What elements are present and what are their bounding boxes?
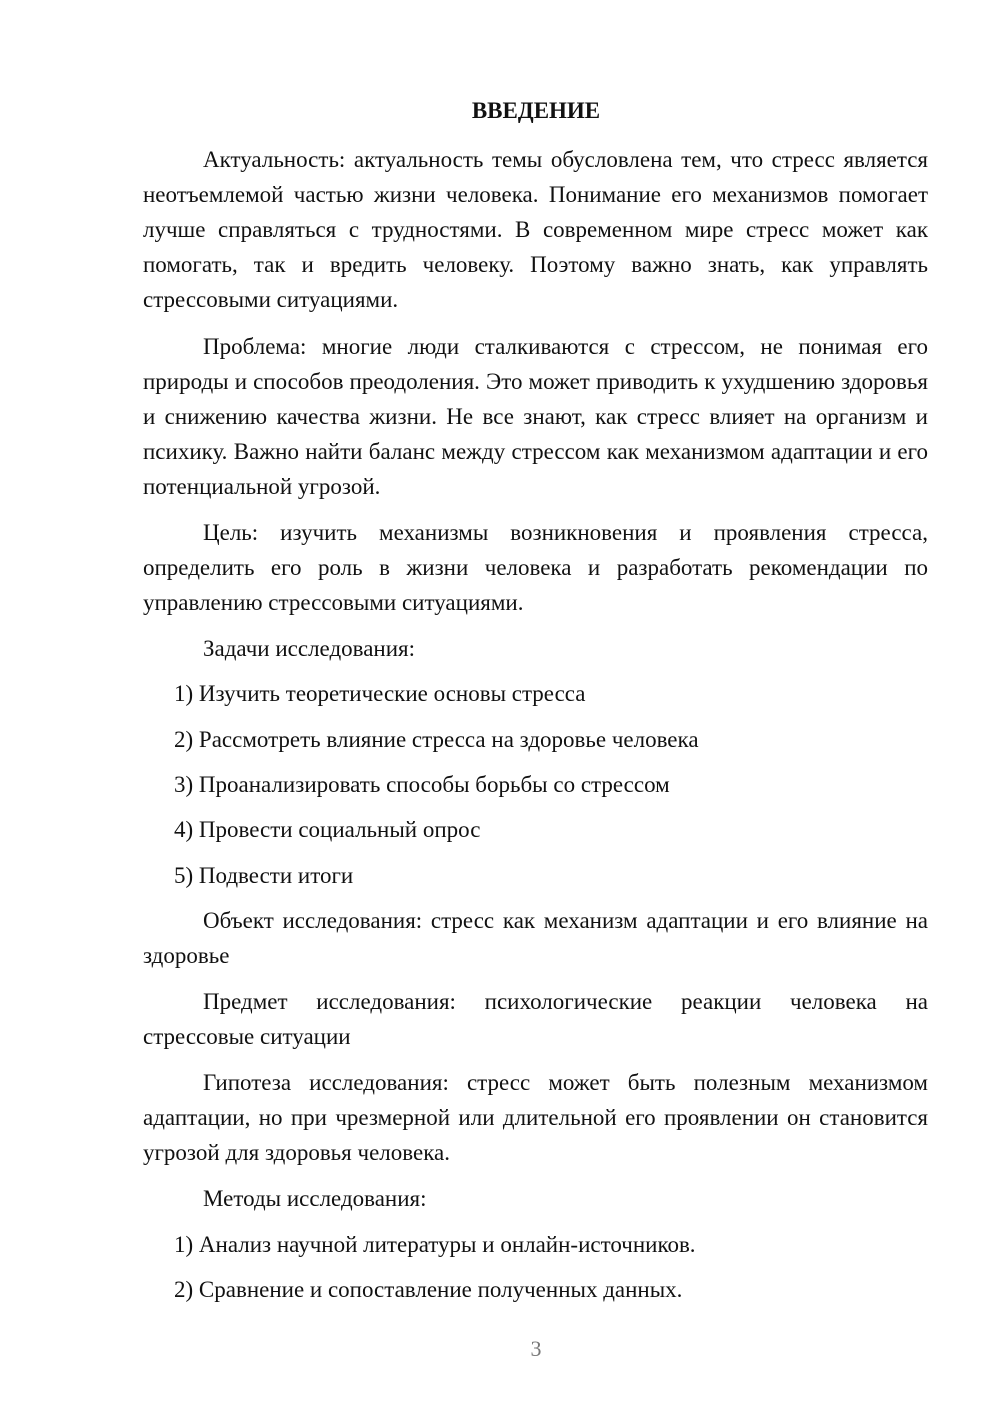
goal-paragraph: Цель: изучить механизмы возникновения и проявления стресса, определить его роль в жизни человека и разработать рекомендации по управлению стрессовыми ситуациями. xyxy=(143,520,928,615)
object-paragraph: Объект исследования: стресс как механизм адаптации и его влияние на здоровье xyxy=(143,908,928,968)
page-number: 3 xyxy=(530,1336,542,1361)
relevance-paragraph: Актуальность: актуальность темы обусловлена тем, что стресс является неотъемлемой частью жизни человека. Понимание его механизмов помогает лучше справляться с трудностями. В современном мире стресс может как помогать, так и вредить человеку. Поэтому важно знать, как управлять стрессовыми ситуациями. xyxy=(143,147,928,312)
method-item: 2) Сравнение и сопоставление полученных данных. xyxy=(174,1277,683,1302)
task-item: 2) Рассмотреть влияние стресса на здоровье человека xyxy=(174,727,699,752)
task-item: 3) Проанализировать способы борьбы со стрессом xyxy=(174,772,670,797)
methods-heading: Методы исследования: xyxy=(203,1186,427,1211)
task-item: 5) Подвести итоги xyxy=(174,863,354,888)
subject-paragraph: Предмет исследования: психологические реакции человека на стрессовые ситуации xyxy=(143,989,928,1049)
hypothesis-paragraph: Гипотеза исследования: стресс может быть полезным механизмом адаптации, но при чрезмерной или длительной его проявлении он становится угрозой для здоровья человека. xyxy=(143,1070,928,1165)
section-title: ВВЕДЕНИЕ xyxy=(471,98,601,123)
problem-paragraph: Проблема: многие люди сталкиваются с стрессом, не понимая его природы и способов преодоления. Это может приводить к ухудшению здоровья и снижению качества жизни. Не все знают, как стресс влияет на организм и психику. Важно найти баланс между стрессом как механизмом адаптации и его потенциальной угрозой. xyxy=(143,334,928,499)
tasks-heading: Задачи исследования: xyxy=(203,636,416,661)
task-item: 4) Провести социальный опрос xyxy=(174,817,481,842)
task-item: 1) Изучить теоретические основы стресса xyxy=(174,681,586,706)
method-item: 1) Анализ научной литературы и онлайн-источников. xyxy=(174,1232,696,1257)
